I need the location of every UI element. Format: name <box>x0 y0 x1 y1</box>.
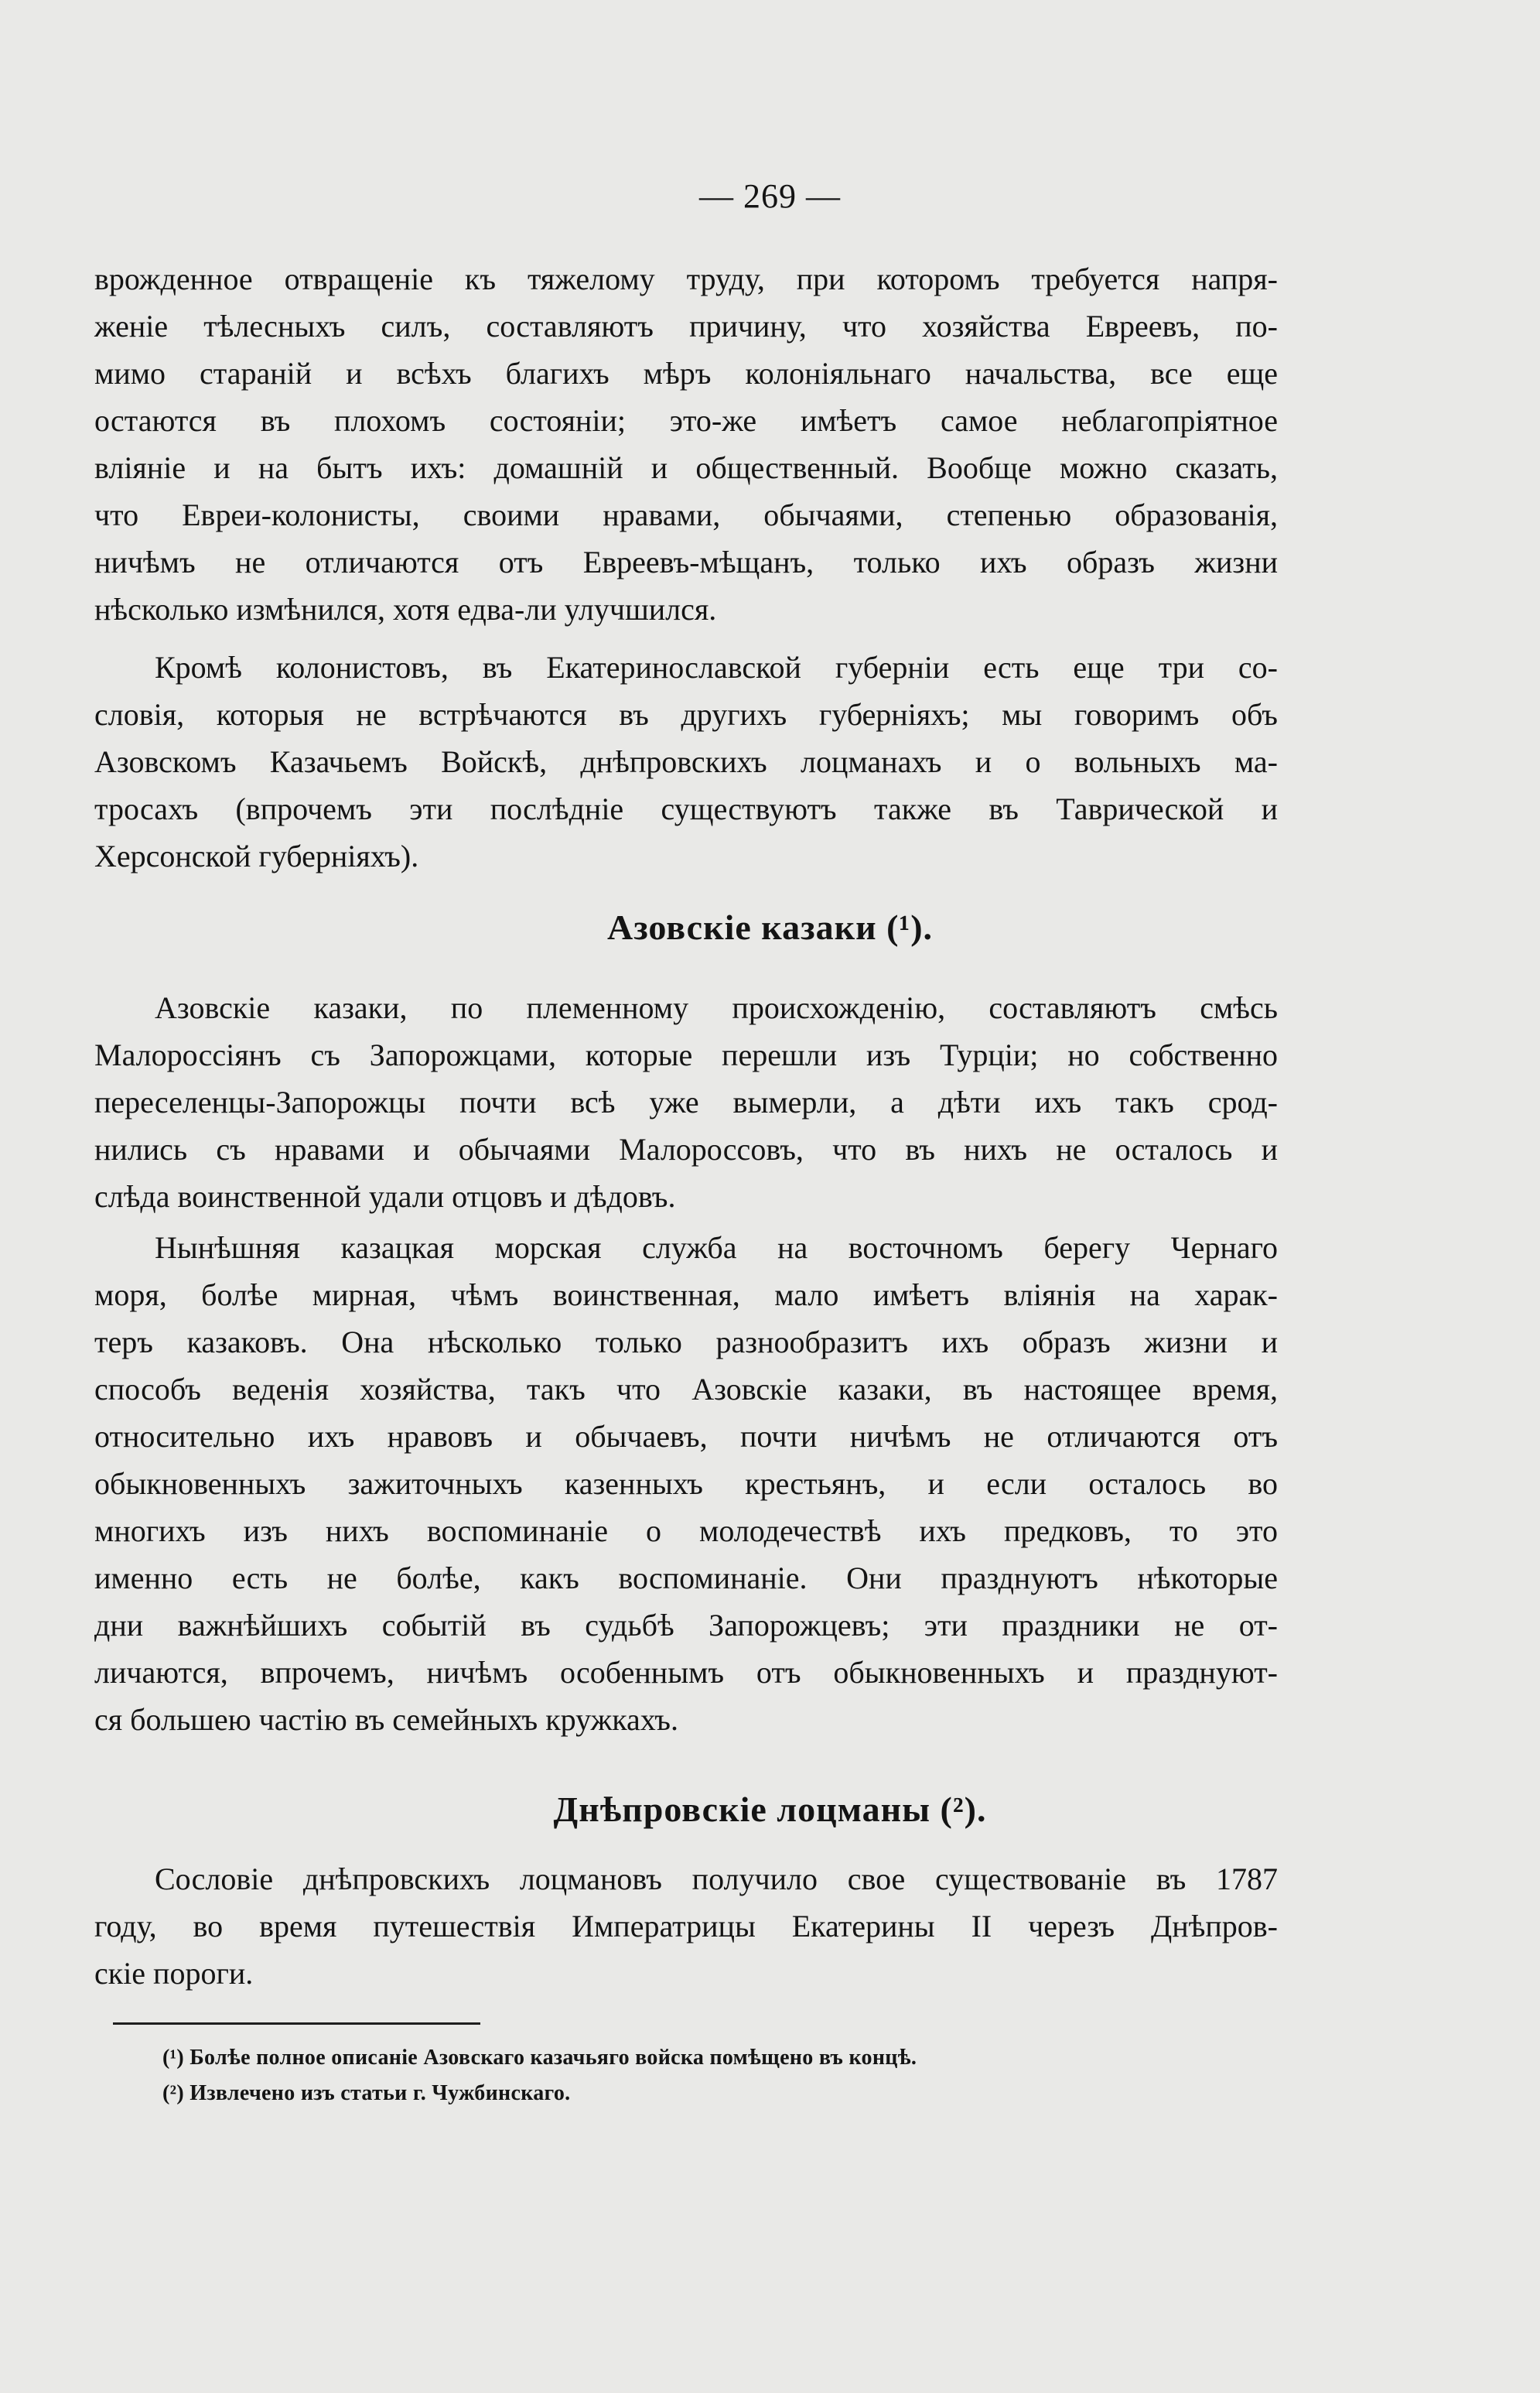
paragraph-5 <box>94 1855 1278 1997</box>
text-line: относительно ихъ нравовъ и обычаевъ, почти ничѣмъ не отличаются отъ <box>94 1419 1278 1454</box>
text-line: тросахъ (впрочемъ эти послѣдніе существуютъ также въ Таврической и <box>94 791 1278 826</box>
paragraph-4 <box>94 1224 1278 1743</box>
text-line: году, во время путешествія Императрицы Екатерины II черезъ Днѣпров- <box>94 1909 1278 1943</box>
text-line: скіе пороги. <box>94 1956 254 1991</box>
text-line: Нынѣшняя казацкая морская служба на восточномъ берегу Чернаго <box>155 1230 1278 1265</box>
text-line: теръ казаковъ. Она нѣсколько только разнообразитъ ихъ образъ жизни и <box>94 1325 1278 1359</box>
text-line: ся большею частію въ семейныхъ кружкахъ. <box>94 1702 678 1737</box>
text-line: что Евреи-колонисты, своими нравами, обычаями, степенью образованія, <box>94 497 1278 532</box>
text-line: женіе тѣлесныхъ силъ, составляютъ причину, что хозяйства Евреевъ, по- <box>94 309 1278 344</box>
paragraph-3 <box>94 984 1278 1220</box>
text-line: именно есть не болѣе, какъ воспоминаніе. Они празднуютъ нѣкоторые <box>94 1561 1278 1595</box>
text-line: Кромѣ колонистовъ, въ Екатеринославской губерніи есть еще три со- <box>155 650 1278 685</box>
text-line: Азовскіе казаки, по племенному происхожденію, составляютъ смѣсь <box>155 990 1278 1025</box>
text-line: Сословіе днѣпровскихъ лоцмановъ получило свое существованіе въ 1787 <box>155 1861 1278 1896</box>
text-line: дни важнѣйшихъ событій въ судьбѣ Запорожцевъ; эти праздники не от- <box>94 1608 1278 1643</box>
footnote-1: (¹) Болѣе полное описаніе Азовскаго казачьяго войска помѣщено въ концѣ. <box>162 2046 917 2070</box>
text-line: обыкновенныхъ зажиточныхъ казенныхъ крестьянъ, и если осталось во <box>94 1466 1278 1501</box>
text-line: многихъ изъ нихъ воспоминаніе о молодечествѣ ихъ предковъ, то это <box>94 1513 1278 1548</box>
text-line: словія, которыя не встрѣчаются въ другихъ губерніяхъ; мы говоримъ объ <box>94 697 1278 732</box>
text-line: нились съ нравами и обычаями Малороссовъ, что въ нихъ не осталось и <box>94 1132 1278 1167</box>
text-line: личаются, впрочемъ, ничѣмъ особеннымъ отъ обыкновенныхъ и празднуют- <box>94 1655 1278 1690</box>
paragraph-2 <box>94 644 1278 880</box>
text-line: врожденное отвращеніе къ тяжелому труду, при которомъ требуется напря- <box>94 262 1278 296</box>
text-line: моря, болѣе мирная, чѣмъ воинственная, мало имѣетъ вліянія на харак- <box>94 1277 1278 1312</box>
text-line: мимо стараній и всѣхъ благихъ мѣръ колоніяльнаго начальства, все еще <box>94 356 1278 391</box>
text-line: Азовскомъ Казачьемъ Войскѣ, днѣпровскихъ лоцманахъ и о вольныхъ ма- <box>94 744 1278 779</box>
text-line: переселенцы-Запорожцы почти всѣ уже вымерли, а дѣти ихъ такъ срод- <box>94 1085 1278 1120</box>
section-heading-dnieper-pilots: Днѣпровскіе лоцманы (²). <box>553 1790 987 1829</box>
text-line: Малороссіянъ съ Запорожцами, которые перешли изъ Турціи; но собственно <box>94 1038 1278 1072</box>
text-line: ничѣмъ не отличаются отъ Евреевъ-мѣщанъ, только ихъ образъ жизни <box>94 545 1278 579</box>
text-line: остаются въ плохомъ состояніи; это-же имѣетъ самое неблагопріятное <box>94 403 1278 438</box>
section-heading-azov-cossacks: Азовскіе казаки (¹). <box>606 908 934 947</box>
paragraph-1 <box>94 255 1278 633</box>
text-line: Херсонской губерніяхъ). <box>94 839 419 873</box>
page-number: — 269 — <box>699 177 841 215</box>
text-line: слѣда воинственной удали отцовъ и дѣдовъ. <box>94 1179 676 1214</box>
text-line: вліяніе и на бытъ ихъ: домашній и общественный. Вообще можно сказать, <box>94 450 1278 485</box>
footnote-2: (²) Извлечено изъ статьи г. Чужбинскаго. <box>162 2081 571 2105</box>
text-line: способъ веденія хозяйства, такъ что Азовскіе казаки, въ настоящее время, <box>94 1372 1278 1407</box>
footnote-divider <box>113 2022 480 2025</box>
text-line: нѣсколько измѣнился, хотя едва-ли улучшился. <box>94 592 717 627</box>
